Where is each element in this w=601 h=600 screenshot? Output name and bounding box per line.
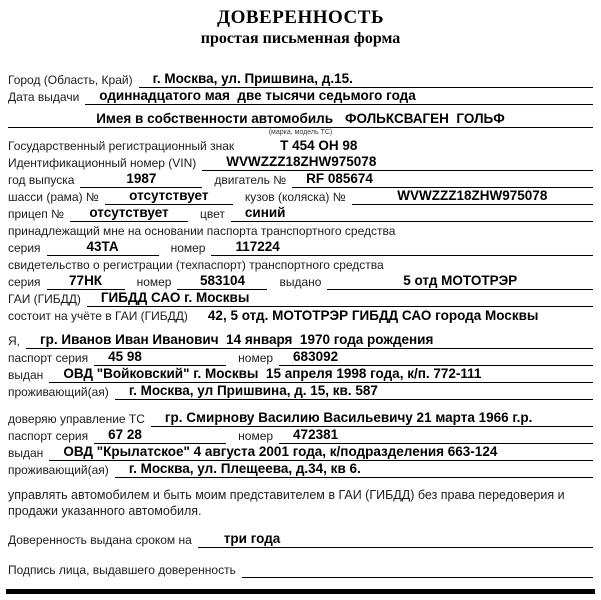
year-label: год выпуска — [8, 173, 75, 187]
agent-passport-number-value: 472381 — [279, 427, 593, 444]
gai-row — [8, 290, 593, 307]
owner-passport-series-label: паспорт серия — [8, 351, 89, 365]
year-value: 1987 — [80, 171, 202, 188]
reg-plate-value: Т 454 ОН 98 — [280, 138, 358, 153]
owner-passport-row — [8, 349, 593, 366]
sts-issued-value: 5 отд МОТОТРЭР — [327, 273, 593, 290]
ownership-label: Имея в собственности автомобиль — [96, 111, 334, 126]
pts-series-number-row — [8, 239, 593, 256]
ownership-row — [8, 109, 593, 128]
body-value: WVWZZZ18ZHW975078 — [352, 188, 593, 205]
city-value: г. Москва, ул. Пришвина, д.15. — [139, 71, 593, 88]
owner-issued-value: ОВД "Войковский" г. Москвы 15 апреля 1998 года, к/п. 772-111 — [49, 366, 593, 383]
signature-line — [242, 577, 593, 578]
agent-passport-number-label: номер — [238, 429, 274, 443]
owner-passport-issued-row — [8, 366, 593, 383]
owner-issued-label: выдан — [8, 368, 44, 382]
pts-series-label: серия — [8, 241, 41, 255]
chassis-body-row — [8, 188, 593, 205]
agent-passport-series-label: паспорт серия — [8, 429, 89, 443]
pts-number-value: 117224 — [211, 239, 593, 256]
agent-name-row — [8, 410, 593, 427]
agent-residence-value: г. Москва, ул. Плещеева, д.34, кв 6. — [115, 461, 593, 478]
color-value: синий — [231, 205, 593, 222]
color-label: цвет — [200, 207, 225, 221]
owner-intro-label: Я, — [8, 334, 20, 348]
trailer-label: прицеп № — [8, 207, 64, 221]
agent-name-value: гр. Смирнову Василию Васильевичу 21 марта 1966 г.р. — [151, 410, 593, 427]
engine-value: RF 085674 — [292, 171, 593, 188]
trailer-value: отсутствует — [70, 205, 188, 222]
agent-passport-issued-row — [8, 444, 593, 461]
pts-number-label: номер — [170, 241, 206, 255]
pts-series-value: 43ТА — [47, 239, 159, 256]
trailer-color-row — [8, 205, 593, 222]
vehicle-make-model-value: ФОЛЬКСВАГЕН ГОЛЬФ — [345, 111, 505, 126]
document-subtitle: простая письменная форма — [200, 30, 401, 47]
sts-series-label: серия — [8, 275, 41, 289]
agent-residence-row — [8, 461, 593, 478]
body-label: кузов (коляска) № — [244, 190, 346, 204]
city-row — [8, 71, 593, 88]
agent-passport-series-value: 67 28 — [94, 427, 226, 444]
document-title: ДОВЕРЕННОСТЬ — [217, 7, 384, 28]
city-label: Город (Область, Край) — [8, 73, 133, 87]
bottom-rule — [6, 589, 595, 594]
vin-value: WVWZZZ18ZHW975078 — [202, 154, 593, 171]
reg-plate-row — [8, 137, 593, 154]
vin-row — [8, 154, 593, 171]
make-model-note: (марка, модель ТС) — [268, 129, 333, 136]
sts-intro-row — [8, 256, 593, 273]
agent-issued-label: выдан — [8, 446, 44, 460]
gai-value: ГИБДД САО г. Москвы — [87, 290, 593, 307]
agent-issued-value: ОВД "Крылатское" 4 августа 2001 года, к/подразделения 663-124 — [49, 444, 593, 461]
reg-plate-label: Государственный регистрационный знак — [8, 139, 235, 153]
chassis-label: шасси (рама) № — [8, 190, 99, 204]
sts-issued-label: выдано — [279, 275, 322, 289]
owner-passport-number-value: 683092 — [279, 349, 593, 366]
pts-intro-text: принадлежащий мне на основании паспорта транспортного средства — [8, 224, 396, 238]
registered-row — [8, 307, 593, 324]
engine-label: двигатель № — [214, 173, 287, 187]
issue-date-row — [8, 88, 593, 105]
owner-residence-row — [8, 383, 593, 400]
term-row — [8, 531, 593, 548]
sts-number-label: номер — [136, 275, 172, 289]
sts-intro-text: свидетельство о регистрации (техпаспорт) транспортного средства — [8, 258, 384, 272]
sts-number-value: 583104 — [177, 273, 267, 290]
owner-residence-value: г. Москва, ул Пришвина, д. 15, кв. 587 — [115, 383, 593, 400]
owner-passport-number-label: номер — [238, 351, 274, 365]
agent-residence-label: проживающий(ая) — [8, 463, 109, 477]
powers-paragraph: управлять автомобилем и быть моим представителем в ГАИ (ГИБДД) без права передоверия и продажи указанного автомобиля. — [8, 488, 565, 518]
sts-series-number-row — [8, 273, 593, 290]
agent-passport-row — [8, 427, 593, 444]
issue-date-value: одиннадцатого мая две тысячи седьмого года — [85, 88, 593, 105]
year-engine-row — [8, 171, 593, 188]
owner-passport-series-value: 45 98 — [94, 349, 226, 366]
signature-row — [8, 561, 593, 578]
chassis-value: отсутствует — [105, 188, 233, 205]
vin-label: Идентификационный номер (VIN) — [8, 156, 197, 170]
owner-name-row — [8, 332, 593, 349]
owner-residence-label: проживающий(ая) — [8, 385, 109, 399]
registered-value: 42, 5 отд. МОТОТРЭР ГИБДД САО города Москвы — [207, 308, 539, 323]
gai-label: ГАИ (ГИБДД) — [8, 292, 81, 306]
signature-label: Подпись лица, выдавшего доверенность — [8, 563, 236, 577]
issue-date-label: Дата выдачи — [8, 90, 80, 104]
owner-name-value: гр. Иванов Иван Иванович 14 января 1970 года рождения — [26, 332, 593, 349]
sts-series-value: 77НК — [47, 273, 125, 290]
term-value: три года — [198, 531, 593, 548]
term-label: Доверенность выдана сроком на — [8, 533, 192, 547]
agent-intro-label: доверяю управление ТС — [8, 412, 145, 426]
pts-intro-row — [8, 222, 593, 239]
registered-label: состоит на учёте в ГАИ (ГИБДД) — [8, 309, 188, 323]
